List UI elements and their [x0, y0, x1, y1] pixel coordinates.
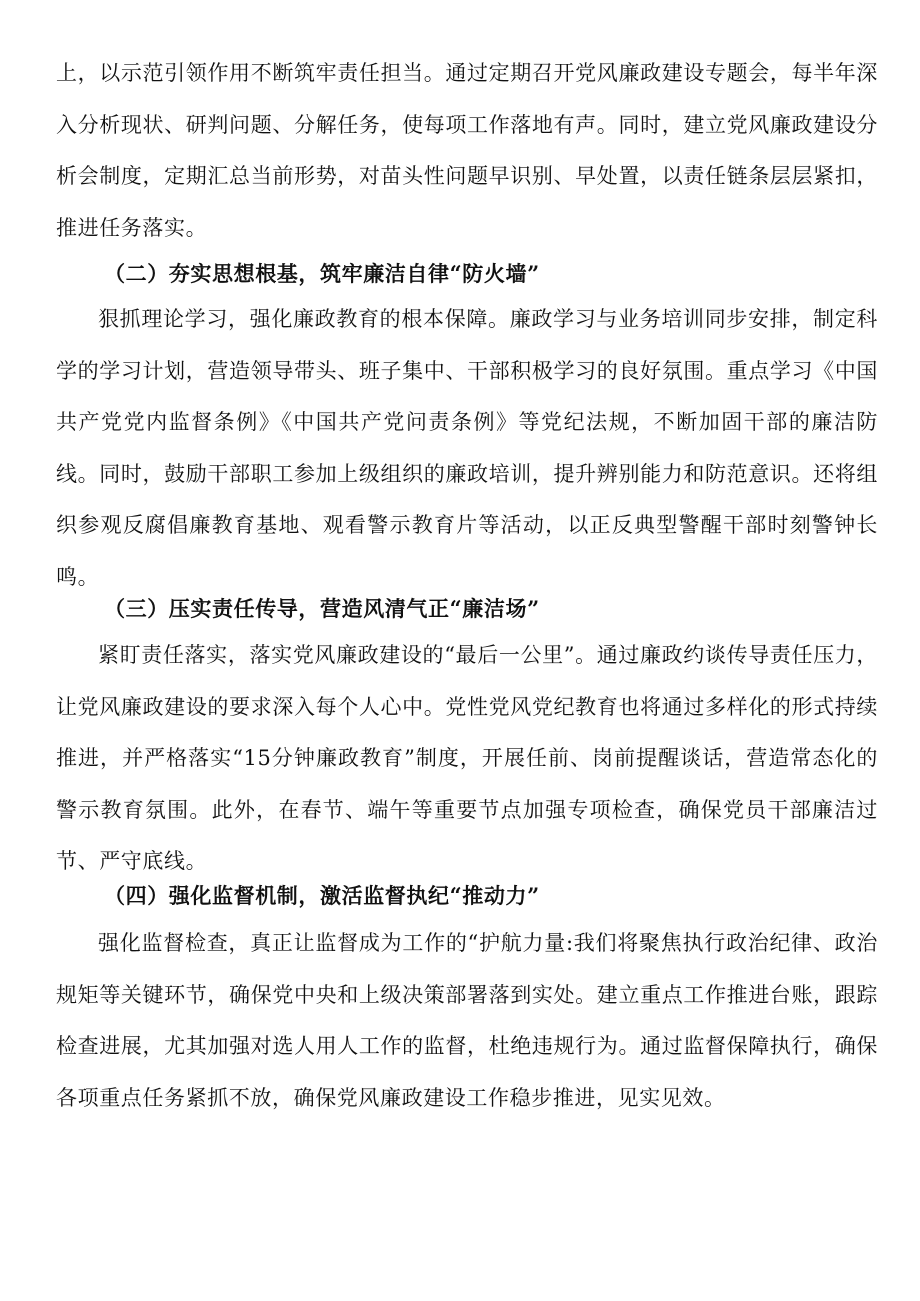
section-heading-4: （四）强化监督机制，激活监督执纪“推动力” — [104, 883, 540, 908]
paragraph-section-2: 狠抓理论学习，强化廉政教育的根本保障。廉政学习与业务培训同步安排，制定科学的学习计划，营造领导带头、班子集中、干部积极学习的良好氛围。重点学习《中国共产党党内监督条例》《中国共产党问责条例》等党纪法规，不断加固干部的廉洁防线。同时，鼓励干部职工参加上级组织的廉政培训，提升辨别能力和防范意识。还将组织参观反腐倡廉教育基地、观看警示教育片等活动，以正反典型警醒干部时刻警钟长鸣。 — [56, 307, 878, 589]
paragraph-section-3: 紧盯责任落实，落实党风廉政建设的“最后一公里”。通过廉政约谈传导责任压力，让党风廉政建设的要求深入每个人心中。党性党风党纪教育也将通过多样化的形式持续推进，并严格落实“15分钟廉政教育”制度，开展任前、岗前提醒谈话，营造常态化的警示教育氛围。此外，在春节、端午等重要节点加强专项检查，确保党员干部廉洁过节、严守底线。 — [56, 643, 878, 873]
paragraph-section-4: 强化监督检查，真正让监督成为工作的“护航力量:我们将聚焦执行政治纪律、政治规矩等关键环节，确保党中央和上级决策部署落到实处。建立重点工作推进台账，跟踪检查进展，尤其加强对选人用人工作的监督，杜绝违规行为。通过监督保障执行，确保各项重点任务紧抓不放，确保党风廉政建设工作稳步推进，见实见效。 — [56, 931, 878, 1110]
section-heading-3: （三）压实责任传导，营造风清气正“廉洁场” — [104, 596, 540, 621]
paragraph-continued: 上，以示范引领作用不断筑牢责任担当。通过定期召开党风廉政建设专题会，每半年深入分析现状、研判问题、分解任务，使每项工作落地有声。同时，建立党风廉政建设分析会制度，定期汇总当前形势，对苗头性问题早识别、早处置，以责任链条层层紧扣，推进任务落实。 — [56, 61, 878, 240]
section-heading-2: （二）夯实思想根基，筑牢廉洁自律“防火墙” — [104, 261, 540, 286]
